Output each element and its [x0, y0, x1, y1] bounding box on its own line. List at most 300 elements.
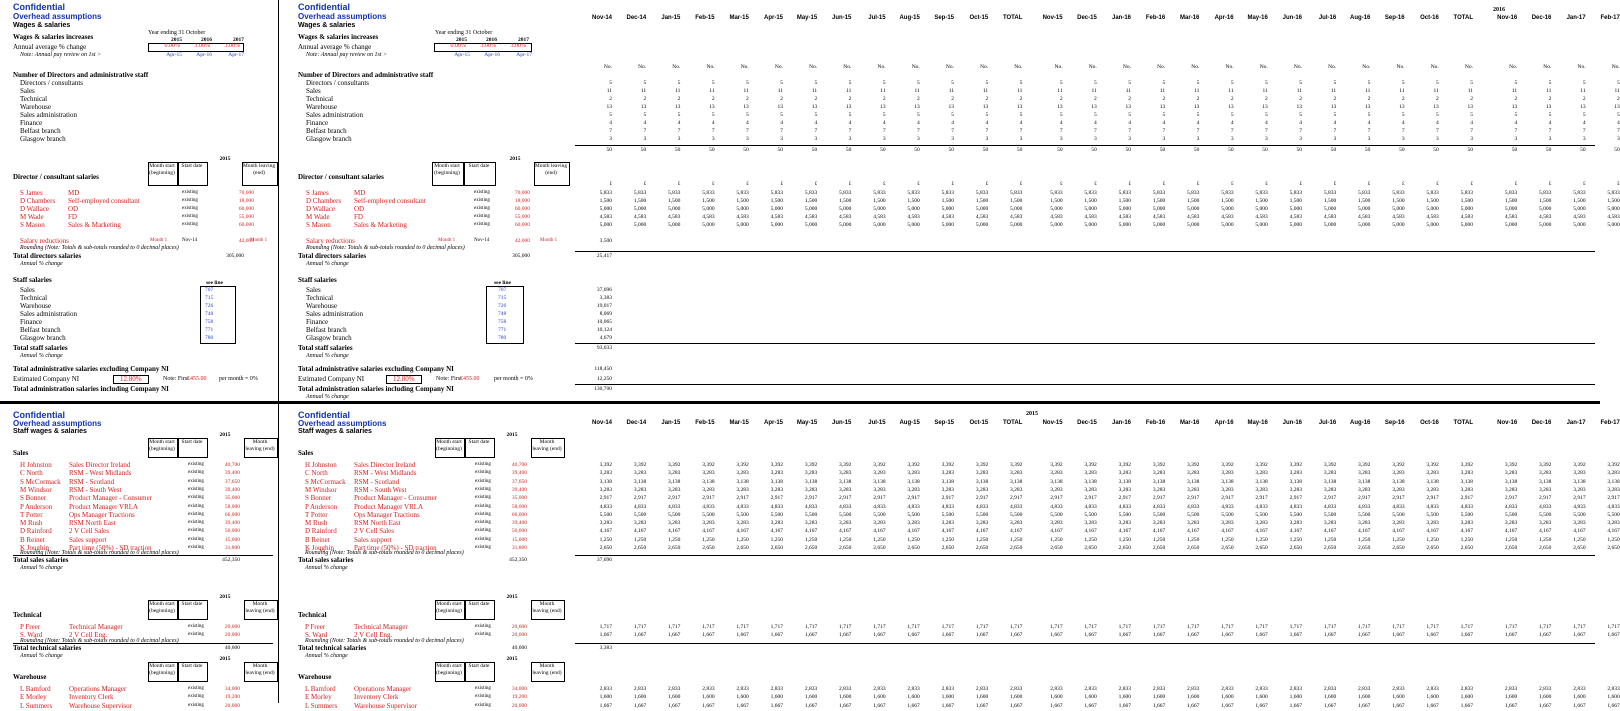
count-cell[interactable]: 4 [1128, 120, 1131, 126]
staff-name[interactable]: E Morley [305, 693, 332, 702]
count-cell[interactable]: 5 [1265, 80, 1268, 86]
line-ref[interactable]: 771 [498, 327, 507, 333]
count-cell[interactable]: 7 [882, 128, 886, 134]
staff-name[interactable]: M Windsor [20, 485, 52, 494]
director-role[interactable]: FD [354, 213, 363, 221]
count-cell[interactable]: 13 [1016, 104, 1023, 110]
start[interactable]: existing [182, 190, 198, 195]
start[interactable]: existing [475, 686, 491, 691]
count-cell[interactable]: 5 [1059, 80, 1063, 86]
start[interactable]: existing [474, 190, 490, 195]
reduction-start-date[interactable]: Nov-14 [182, 238, 198, 243]
start[interactable]: existing [188, 632, 204, 638]
count-cell[interactable]: 11 [1262, 88, 1268, 94]
pane-top-right[interactable] [280, 0, 1620, 400]
count-cell[interactable]: 11 [1614, 88, 1620, 94]
count-cell[interactable]: 4 [1265, 120, 1268, 126]
avg-change-2016[interactable]: 3.00% [194, 43, 210, 49]
director-name[interactable]: S Mason [20, 221, 45, 229]
reduction-month-start[interactable]: Month 1 [150, 238, 168, 243]
director-role[interactable]: OD [354, 205, 365, 213]
start[interactable]: existing [475, 694, 491, 700]
start[interactable]: existing [188, 478, 204, 484]
count-cell[interactable]: 2 [780, 96, 783, 102]
count-cell[interactable]: 5 [882, 112, 886, 118]
count-cell[interactable]: 4 [917, 120, 920, 126]
count-cell[interactable]: 5 [1299, 112, 1302, 118]
count-cell[interactable]: 5 [951, 112, 954, 118]
count-cell[interactable]: 13 [640, 104, 647, 110]
amount[interactable]: 39,400 [511, 520, 527, 527]
count-cell[interactable]: 5 [643, 80, 647, 86]
count-cell[interactable]: 4 [1470, 120, 1473, 126]
count-cell[interactable]: 11 [1159, 88, 1166, 94]
count-cell[interactable]: 3 [1094, 136, 1097, 142]
count-cell[interactable]: 4 [711, 120, 715, 126]
count-cell[interactable]: 3 [951, 136, 954, 142]
staff-name[interactable]: H Johnston [20, 461, 52, 469]
staff-name[interactable]: P Anderson [305, 502, 338, 511]
start[interactable]: existing [474, 214, 490, 219]
line-ref[interactable]: 707 [498, 287, 507, 293]
count-cell[interactable]: 11 [1125, 88, 1131, 94]
count-cell[interactable]: 7 [746, 128, 749, 134]
start[interactable]: existing [475, 495, 491, 501]
count-cell[interactable]: 7 [1548, 128, 1552, 134]
start[interactable]: existing [475, 520, 491, 526]
count-cell[interactable]: 2 [1196, 96, 1200, 102]
director-role[interactable]: Self-employed consultant [354, 197, 426, 205]
start[interactable]: existing [475, 478, 491, 484]
staff-name[interactable]: T Potter [20, 510, 43, 519]
count-cell[interactable]: 11 [948, 88, 954, 94]
count-cell[interactable]: 3 [848, 136, 852, 142]
count-cell[interactable]: 5 [985, 112, 989, 118]
staff-role[interactable]: Technical Manager [354, 623, 408, 631]
count-cell[interactable]: 3 [1128, 136, 1131, 142]
count-cell[interactable]: 7 [643, 128, 647, 134]
count-cell[interactable]: 2 [1230, 96, 1234, 102]
salary-reductions[interactable]: Salary reductions [306, 237, 355, 245]
amount[interactable]: 31,800 [224, 545, 240, 551]
count-cell[interactable]: 4 [951, 120, 954, 126]
count-cell[interactable]: 2 [1582, 96, 1586, 102]
count-cell[interactable]: 5 [677, 80, 681, 86]
count-cell[interactable]: 5 [643, 112, 647, 118]
count-cell[interactable]: 3 [917, 136, 920, 142]
start[interactable]: existing [475, 632, 491, 638]
count-cell[interactable]: 4 [1548, 120, 1552, 126]
count-cell[interactable]: 3 [985, 136, 989, 142]
start[interactable]: existing [182, 222, 198, 227]
staff-name[interactable]: L Bamford [20, 685, 51, 693]
count-cell[interactable]: 5 [1299, 80, 1302, 86]
count-cell[interactable]: 5 [1548, 112, 1552, 118]
count-cell[interactable]: 5 [1333, 80, 1337, 86]
count-cell[interactable]: 13 [1433, 104, 1439, 110]
count-cell[interactable]: 7 [677, 128, 681, 134]
count-cell[interactable]: 5 [746, 80, 749, 86]
count-cell[interactable]: 4 [1401, 120, 1405, 126]
count-cell[interactable]: 7 [1059, 128, 1063, 134]
amount[interactable]: 58,000 [224, 503, 240, 510]
staff-name[interactable]: M Rush [305, 519, 328, 528]
count-cell[interactable]: 2 [814, 96, 818, 102]
amount[interactable]: 34,000 [224, 686, 240, 692]
count-cell[interactable]: 13 [1193, 104, 1200, 110]
count-cell[interactable]: 2 [1436, 96, 1439, 102]
staff-role[interactable]: RSM - Scotland [354, 477, 400, 486]
line-ref[interactable]: 758 [205, 319, 214, 325]
count-cell[interactable]: 11 [1511, 88, 1518, 94]
count-cell[interactable]: 13 [880, 104, 886, 110]
staff-role[interactable]: Sales Director Ireland [354, 461, 416, 469]
count-cell[interactable]: 11 [982, 88, 989, 94]
director-name[interactable]: S James [20, 189, 43, 197]
count-cell[interactable]: 13 [914, 104, 920, 110]
director-name[interactable]: D Wallace [20, 205, 50, 213]
count-cell[interactable]: 3 [1230, 136, 1234, 142]
line-ref[interactable]: 780 [498, 335, 507, 341]
staff-role[interactable]: Part time (50%) - SD traction [354, 544, 437, 552]
count-cell[interactable]: 13 [1159, 104, 1166, 110]
staff-name[interactable]: C North [20, 469, 43, 478]
count-cell[interactable]: 4 [1230, 120, 1234, 126]
count-cell[interactable]: 7 [848, 128, 852, 134]
staff-role[interactable]: Warehouse Supervisor [354, 701, 418, 710]
count-cell[interactable]: 3 [1617, 136, 1620, 142]
line-ref[interactable]: 715 [498, 295, 507, 301]
avg-change-2017[interactable]: 3.00% [224, 43, 240, 49]
count-cell[interactable]: 5 [1196, 112, 1200, 118]
count-cell[interactable]: 4 [1436, 120, 1439, 126]
count-cell[interactable]: 2 [1128, 96, 1131, 102]
pane-bottom-left[interactable] [0, 410, 278, 710]
amount[interactable]: 66,000 [224, 511, 240, 518]
staff-role[interactable]: RSM - South West [69, 485, 122, 494]
director-name[interactable]: S James [306, 189, 329, 197]
count-cell[interactable]: 3 [1019, 136, 1023, 142]
count-cell[interactable]: 4 [1196, 120, 1200, 126]
count-cell[interactable]: 3 [1367, 136, 1371, 142]
start[interactable]: existing [188, 702, 204, 708]
count-cell[interactable]: 2 [1470, 96, 1473, 102]
count-cell[interactable]: 11 [1057, 88, 1063, 94]
staff-name[interactable]: M Windsor [305, 485, 337, 494]
ni-rate-input[interactable]: 12.80% [386, 375, 422, 384]
count-cell[interactable]: 2 [951, 96, 954, 102]
count-cell[interactable]: 4 [985, 120, 989, 126]
start[interactable]: existing [475, 624, 491, 629]
count-cell[interactable]: 2 [1333, 96, 1337, 102]
count-cell[interactable]: 5 [1162, 112, 1166, 118]
staff-name[interactable]: D Rainford [305, 527, 337, 536]
count-cell[interactable]: 4 [848, 120, 852, 126]
frozen-row-divider[interactable] [0, 401, 1600, 404]
count-cell[interactable]: 2 [1299, 96, 1302, 102]
frozen-column-divider[interactable] [278, 0, 279, 703]
reduction-month-leave[interactable]: Month 1 [250, 238, 268, 243]
start[interactable]: existing [188, 503, 204, 509]
count-cell[interactable]: 5 [1094, 112, 1097, 118]
count-cell[interactable]: 3 [1333, 136, 1337, 142]
count-cell[interactable]: 3 [814, 136, 818, 142]
count-cell[interactable]: 5 [917, 80, 920, 86]
amount[interactable]: 39,400 [224, 486, 240, 493]
start[interactable]: existing [474, 206, 490, 211]
count-cell[interactable]: 13 [743, 104, 749, 110]
count-cell[interactable]: 4 [1059, 120, 1063, 126]
count-cell[interactable]: 5 [1265, 112, 1268, 118]
count-cell[interactable]: 3 [1265, 136, 1268, 142]
start[interactable]: existing [188, 686, 204, 691]
reduction-month-leave[interactable]: Month 1 [540, 238, 558, 243]
count-cell[interactable]: 13 [1545, 104, 1552, 110]
start[interactable]: existing [182, 198, 198, 203]
start[interactable]: existing [475, 511, 491, 517]
line-ref[interactable]: 780 [205, 335, 214, 341]
staff-role[interactable]: Technical Manager [69, 623, 123, 631]
count-cell[interactable]: 2 [677, 96, 681, 102]
count-cell[interactable]: 4 [643, 120, 647, 126]
staff-name[interactable]: C North [305, 469, 328, 478]
start[interactable]: existing [188, 486, 204, 492]
amount[interactable]: 20,000 [511, 632, 527, 639]
start[interactable]: existing [188, 545, 204, 550]
staff-role[interactable]: Ops Manager Tractions [69, 510, 135, 519]
amount[interactable]: 39,400 [224, 520, 240, 527]
line-ref[interactable]: 748 [205, 311, 214, 317]
start[interactable]: existing [475, 702, 491, 708]
amount[interactable]: 35,000 [511, 495, 527, 502]
start[interactable]: existing [182, 214, 198, 219]
amount[interactable]: 66,000 [511, 511, 527, 518]
staff-name[interactable]: P Freer [305, 623, 326, 631]
count-cell[interactable]: 13 [1057, 104, 1063, 110]
count-cell[interactable]: 3 [1582, 136, 1586, 142]
amount[interactable]: 37,650 [224, 478, 240, 485]
staff-name[interactable]: L Bamford [305, 685, 336, 693]
amount[interactable]: 70,000 [514, 190, 530, 196]
amount[interactable]: 60,000 [238, 206, 254, 212]
staff-name[interactable]: L Summers [20, 701, 53, 710]
staff-name[interactable]: S. Ward [20, 631, 43, 640]
count-cell[interactable]: 5 [1128, 80, 1131, 86]
count-cell[interactable]: 3 [1196, 136, 1200, 142]
salary-reductions[interactable]: Salary reductions [20, 237, 69, 245]
count-cell[interactable]: 7 [780, 128, 783, 134]
staff-name[interactable]: B Reinet [305, 535, 330, 544]
avg-change-2015[interactable]: 0.00% [450, 43, 466, 49]
count-cell[interactable]: 13 [606, 104, 612, 110]
director-role[interactable]: Sales & Marketing [354, 221, 407, 229]
start[interactable]: existing [475, 528, 491, 534]
count-cell[interactable]: 7 [1094, 128, 1097, 134]
count-cell[interactable]: 2 [1162, 96, 1166, 102]
count-cell[interactable]: 4 [746, 120, 749, 126]
amount[interactable]: 50,000 [224, 528, 240, 535]
count-cell[interactable]: 3 [643, 136, 647, 142]
count-cell[interactable]: 2 [917, 96, 920, 102]
start[interactable]: existing [475, 470, 491, 476]
start[interactable]: existing [474, 222, 490, 227]
count-cell[interactable]: 5 [1162, 80, 1166, 86]
director-role[interactable]: MD [354, 189, 366, 197]
count-cell[interactable]: 7 [1333, 128, 1337, 134]
director-role[interactable]: Sales & Marketing [68, 221, 121, 229]
count-cell[interactable]: 11 [1433, 88, 1439, 94]
count-cell[interactable]: 11 [1194, 88, 1200, 94]
amount[interactable]: 20,000 [224, 702, 240, 709]
pane-top-left[interactable] [0, 0, 278, 398]
count-cell[interactable]: 7 [1230, 128, 1234, 134]
count-cell[interactable]: 5 [1196, 80, 1200, 86]
staff-name[interactable]: M Rush [20, 519, 43, 528]
count-cell[interactable]: 4 [677, 120, 681, 126]
count-cell[interactable]: 3 [780, 136, 783, 142]
count-cell[interactable]: 4 [1582, 120, 1586, 126]
count-cell[interactable]: 7 [917, 128, 920, 134]
count-cell[interactable]: 7 [711, 128, 715, 134]
staff-name[interactable]: L Summers [305, 701, 338, 710]
count-cell[interactable]: 7 [1299, 128, 1302, 134]
amount[interactable]: 20,000 [511, 702, 527, 709]
amount[interactable]: 19,200 [511, 694, 527, 701]
count-cell[interactable]: 2 [985, 96, 989, 102]
amount[interactable]: 35,000 [224, 495, 240, 502]
count-cell[interactable]: 11 [675, 88, 681, 94]
count-cell[interactable]: 5 [711, 80, 715, 86]
count-cell[interactable]: 5 [609, 80, 612, 86]
count-cell[interactable]: 5 [1548, 80, 1552, 86]
count-cell[interactable]: 13 [1580, 104, 1586, 110]
staff-name[interactable]: S Bonner [20, 494, 47, 503]
count-cell[interactable]: 5 [1401, 80, 1405, 86]
reduction-amount[interactable]: 42,000 [514, 238, 530, 244]
staff-role[interactable]: Inventory Clerk [354, 693, 399, 702]
amount[interactable]: 20,600 [511, 624, 527, 630]
amount[interactable]: 37,650 [511, 478, 527, 485]
count-cell[interactable]: 5 [1617, 112, 1620, 118]
director-name[interactable]: D Chambers [20, 197, 56, 205]
amount[interactable]: 34,000 [511, 686, 527, 692]
count-cell[interactable]: 3 [1548, 136, 1552, 142]
count-cell[interactable]: 5 [1582, 80, 1586, 86]
count-cell[interactable]: 2 [711, 96, 715, 102]
count-cell[interactable]: 5 [1019, 112, 1023, 118]
count-cell[interactable]: 4 [1299, 120, 1302, 126]
count-cell[interactable]: 3 [1162, 136, 1166, 142]
count-cell[interactable]: 5 [1230, 80, 1234, 86]
amount[interactable]: 39,400 [224, 470, 240, 477]
count-cell[interactable]: 2 [1367, 96, 1371, 102]
count-cell[interactable]: 5 [746, 112, 749, 118]
start[interactable]: existing [188, 470, 204, 476]
count-cell[interactable]: 11 [846, 88, 852, 94]
count-cell[interactable]: 3 [1436, 136, 1439, 142]
count-cell[interactable]: 7 [1265, 128, 1268, 134]
count-cell[interactable]: 13 [1364, 104, 1371, 110]
count-cell[interactable]: 5 [1401, 112, 1405, 118]
amount[interactable]: 20,600 [224, 624, 240, 630]
staff-name[interactable]: S Bonner [305, 494, 332, 503]
count-cell[interactable]: 13 [1330, 104, 1337, 110]
count-cell[interactable]: 5 [1514, 112, 1518, 118]
count-cell[interactable]: 4 [780, 120, 783, 126]
count-cell[interactable]: 5 [1230, 112, 1234, 118]
director-role[interactable]: OD [68, 205, 79, 213]
count-cell[interactable]: 3 [882, 136, 886, 142]
staff-role[interactable]: 2 V Cell Eng. [354, 631, 393, 640]
amount[interactable]: 50,000 [511, 528, 527, 535]
count-cell[interactable]: 4 [1094, 120, 1097, 126]
count-cell[interactable]: 4 [1162, 120, 1166, 126]
start[interactable]: existing [475, 462, 491, 467]
start[interactable]: existing [475, 486, 491, 492]
count-cell[interactable]: 4 [814, 120, 818, 126]
count-cell[interactable]: 5 [1470, 80, 1473, 86]
staff-role[interactable]: Operations Manager [354, 685, 412, 693]
line-ref[interactable]: 748 [498, 311, 507, 317]
count-cell[interactable]: 5 [609, 112, 612, 118]
count-cell[interactable]: 5 [1436, 112, 1439, 118]
ni-threshold[interactable]: £455.00 [187, 376, 207, 382]
count-cell[interactable]: 13 [777, 104, 783, 110]
count-cell[interactable]: 7 [1582, 128, 1586, 134]
amount[interactable]: 18,000 [238, 198, 254, 204]
staff-role[interactable]: Sales support [354, 535, 392, 544]
count-cell[interactable]: 11 [811, 88, 818, 94]
count-cell[interactable]: 2 [1094, 96, 1097, 102]
count-cell[interactable]: 3 [1299, 136, 1302, 142]
count-cell[interactable]: 3 [1514, 136, 1518, 142]
avg-change-2017[interactable]: 3.00% [510, 43, 526, 49]
count-cell[interactable]: 4 [1019, 120, 1023, 126]
count-cell[interactable]: 13 [845, 104, 852, 110]
count-cell[interactable]: 5 [1094, 80, 1097, 86]
count-cell[interactable]: 5 [814, 80, 818, 86]
count-cell[interactable]: 5 [780, 80, 783, 86]
director-name[interactable]: S Mason [306, 221, 331, 229]
line-ref[interactable]: 726 [205, 303, 214, 309]
amount[interactable]: 60,000 [238, 222, 254, 228]
count-cell[interactable]: 7 [951, 128, 954, 134]
count-cell[interactable]: 4 [1367, 120, 1371, 126]
director-role[interactable]: MD [68, 189, 80, 197]
staff-role[interactable]: RSM - Scotland [69, 477, 115, 486]
count-cell[interactable]: 5 [780, 112, 783, 118]
director-name[interactable]: D Chambers [306, 197, 342, 205]
count-cell[interactable]: 2 [1019, 96, 1023, 102]
line-ref[interactable]: 707 [205, 287, 214, 293]
staff-role[interactable]: Warehouse Supervisor [69, 701, 133, 710]
count-cell[interactable]: 13 [709, 104, 715, 110]
director-role[interactable]: Self-employed consultant [68, 197, 140, 205]
count-cell[interactable]: 3 [677, 136, 681, 142]
count-cell[interactable]: 3 [1401, 136, 1405, 142]
staff-role[interactable]: Sales Director Ireland [69, 461, 131, 469]
director-role[interactable]: FD [68, 213, 77, 221]
count-cell[interactable]: 13 [1262, 104, 1268, 110]
count-cell[interactable]: 5 [882, 80, 886, 86]
reduction-month-start[interactable]: Month 1 [438, 238, 456, 243]
staff-name[interactable]: B Reinet [20, 535, 45, 544]
staff-role[interactable]: Product Manager VRLA [354, 502, 424, 511]
staff-name[interactable]: P Freer [20, 623, 41, 631]
amount[interactable]: 60,000 [514, 222, 530, 228]
count-cell[interactable]: 5 [1470, 112, 1473, 118]
staff-role[interactable]: RSM - South West [354, 485, 407, 494]
